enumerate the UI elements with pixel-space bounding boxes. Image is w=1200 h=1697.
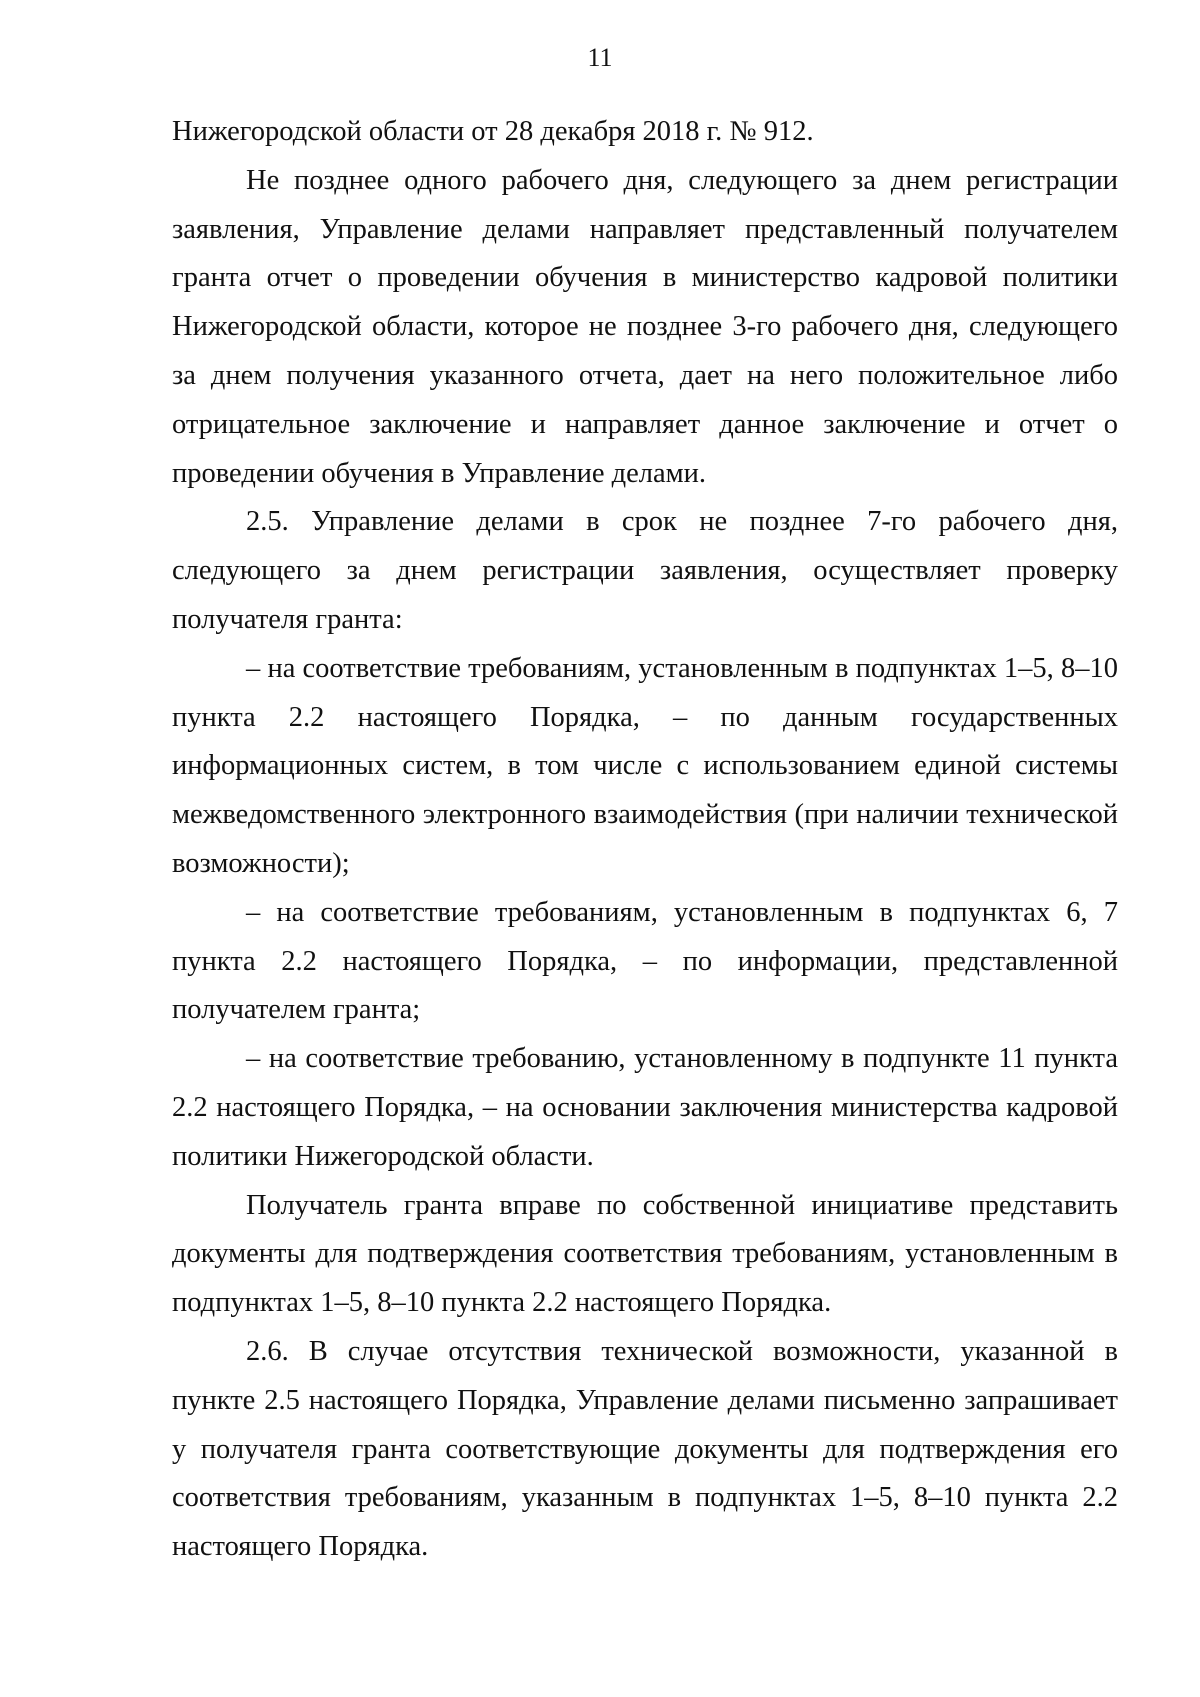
list-item-requirement-11: – на соответствие требованию, установленному в подпункте 11 пункта 2.2 настоящего Порядка, – на основании заключения министерства кадровой политики Нижегородской области. xyxy=(172,1043,1118,1172)
paragraph-continuation: Нижегородской области от 28 декабря 2018 г. № 912. xyxy=(172,116,814,147)
paragraph-2-5: 2.5. Управление делами в срок не позднее 7-го рабочего дня, следующего за днем регистрации заявления, осуществляет проверку получателя гранта: xyxy=(172,506,1118,635)
paragraph-2-6: 2.6. В случае отсутствия технической возможности, указанной в пункте 2.5 настоящего Порядка, Управление делами письменно запрашивает у получателя гранта соответствующие документы для подтверждения его соответствия требованиям, указанным в подпунктах 1–5, 8–10 пункта 2.2 настоящего Порядка. xyxy=(172,1335,1118,1563)
paragraph-report-review: Не позднее одного рабочего дня, следующего за днем регистрации заявления, Управление делами направляет представленный получателем гранта отчет о проведении обучения в министерство кадровой политики Нижегородской области, которое не позднее 3-го рабочего дня, следующего за днем получения указанного отчета, дает на него положительное либо отрицательное заключение и направляет данное заключение и отчет о проведении обучения в Управление делами. xyxy=(172,164,1118,489)
list-item-requirements-6-7: – на соответствие требованиям, установленным в подпунктах 6, 7 пункта 2.2 настоящего Порядка, – по информации, представленной получателем гранта; xyxy=(172,896,1118,1026)
list-item-requirements-1-5-8-10: – на соответствие требованиям, установленным в подпунктах 1–5, 8–10 пункта 2.2 настоящего Порядка, – по данным государственных информационных систем, в том числе с использованием единой системы межведомственного электронного взаимодействия (при наличии технической возможности); xyxy=(172,652,1118,879)
page-number: 11 xyxy=(587,43,613,72)
document-body xyxy=(172,108,1118,1572)
paragraph-own-initiative: Получатель гранта вправе по собственной инициативе представить документы для подтверждения соответствия требованиям, установленным в подпунктах 1–5, 8–10 пункта 2.2 настоящего Порядка. xyxy=(172,1189,1118,1319)
